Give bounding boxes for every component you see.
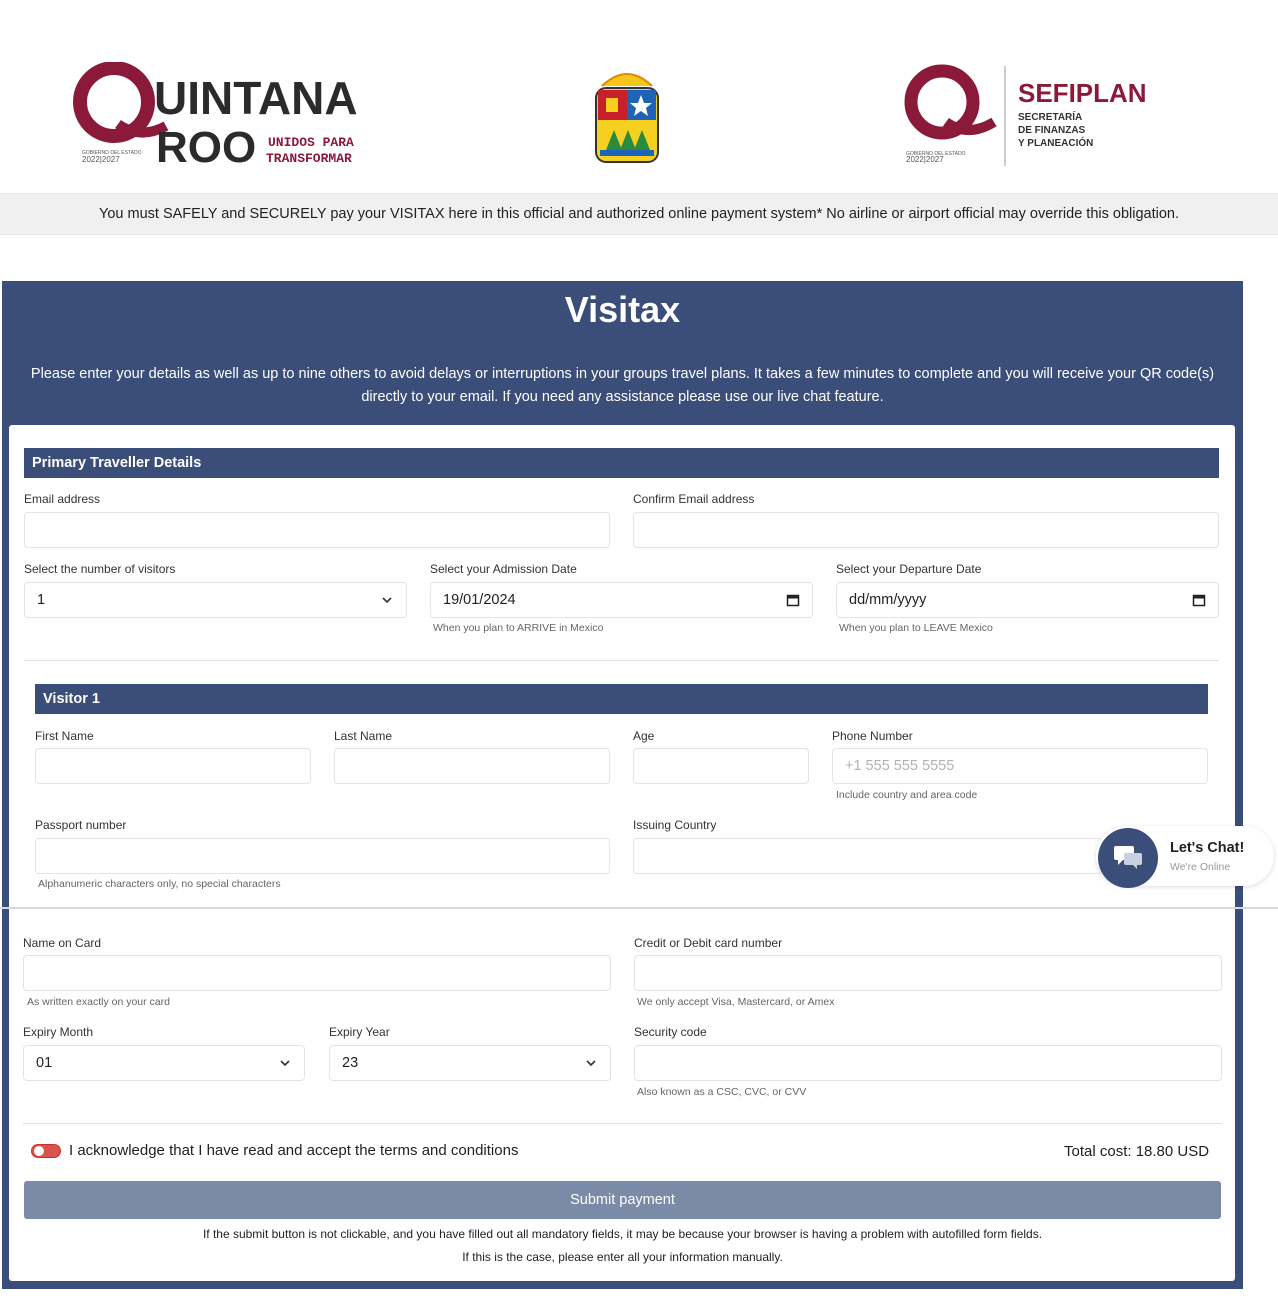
phone-help: Include country and area code — [836, 789, 978, 801]
expiry-month-select[interactable]: 01 — [23, 1045, 305, 1081]
terms-toggle[interactable] — [31, 1144, 61, 1158]
quintana-roo-logo — [70, 62, 390, 172]
svg-text:2022|2027: 2022|2027 — [82, 155, 120, 164]
first-name-label: First Name — [35, 729, 94, 743]
primary-traveller-header — [24, 448, 1219, 478]
calendar-icon[interactable] — [786, 593, 800, 607]
passport-help: Alphanumeric characters only, no special characters — [38, 878, 281, 890]
visitor-1-header — [35, 684, 1208, 714]
card-number-input[interactable] — [634, 955, 1222, 991]
card-number-help: We only accept Visa, Mastercard, or Amex — [637, 996, 835, 1008]
chevron-down-icon — [278, 1056, 292, 1070]
svg-text:UINTANA: UINTANA — [154, 72, 358, 124]
svg-text:Y PLANEACIÓN: Y PLANEACIÓN — [1018, 138, 1094, 149]
section-title: Visitor 1 — [43, 691, 100, 707]
name-on-card-input[interactable] — [23, 955, 611, 991]
live-chat-widget[interactable] — [1096, 826, 1274, 886]
svg-text:DE FINANZAS: DE FINANZAS — [1018, 125, 1086, 136]
autofill-note: If the submit button is not clickable, and you have filled out all mandatory fields, it may be because your browser is having a problem with autofilled form fields. — [202, 1227, 1043, 1241]
svg-text:TRANSFORMAR: TRANSFORMAR — [266, 151, 352, 166]
admission-date-input[interactable]: 19/01/2024 — [430, 582, 813, 618]
svg-text:GOBIERNO DEL ESTADO: GOBIERNO DEL ESTADO — [82, 150, 142, 156]
expiry-month-label: Expiry Month — [23, 1025, 94, 1039]
notice-text: You must SAFELY and SECURELY pay your VISITAX here in this official and authorized online payment system* No airline or airport official may override this obligation. — [99, 206, 1179, 222]
svg-text:UNIDOS PARA: UNIDOS PARA — [268, 135, 354, 150]
chat-subtitle: We're Online — [1170, 861, 1231, 873]
chevron-down-icon — [584, 1056, 598, 1070]
passport-input[interactable] — [35, 838, 610, 874]
name-on-card-label: Name on Card — [23, 936, 102, 950]
section-title: Primary Traveller Details — [32, 455, 202, 471]
calendar-icon[interactable] — [1192, 593, 1206, 607]
name-on-card-help: As written exactly on your card — [27, 996, 170, 1008]
svg-text:SEFIPLAN: SEFIPLAN — [1018, 78, 1147, 108]
svg-text:ROO: ROO — [156, 123, 257, 172]
security-code-input[interactable] — [634, 1045, 1222, 1081]
visitors-label: Select the number of visitors — [24, 562, 176, 576]
admission-date-help: When you plan to ARRIVE in Mexico — [433, 622, 604, 634]
chat-button[interactable] — [1098, 828, 1158, 888]
first-name-input[interactable] — [35, 748, 311, 784]
submit-payment-button[interactable]: Submit payment — [24, 1181, 1221, 1219]
chat-bubble-icon — [1112, 844, 1144, 872]
departure-date-input[interactable]: dd/mm/yyyy — [836, 582, 1219, 618]
state-seal-logo — [590, 64, 664, 166]
expiry-year-label: Expiry Year — [329, 1025, 390, 1039]
total-cost: Total cost: 18.80 USD — [1064, 1143, 1210, 1160]
security-code-help: Also known as a CSC, CVC, or CVV — [637, 1086, 807, 1098]
svg-text:GOBIERNO DEL ESTADO: GOBIERNO DEL ESTADO — [906, 151, 966, 157]
sefiplan-logo — [898, 62, 1178, 172]
header — [0, 0, 1278, 193]
security-code-label: Security code — [634, 1025, 707, 1039]
issuing-country-input[interactable] — [633, 838, 1103, 874]
age-input[interactable] — [633, 748, 809, 784]
confirm-email-label: Confirm Email address — [633, 492, 755, 506]
departure-date-label: Select your Departure Date — [836, 562, 982, 576]
last-name-input[interactable] — [334, 748, 610, 784]
svg-text:SECRETARÍA: SECRETARÍA — [1018, 112, 1083, 123]
page-title: Visitax — [564, 289, 681, 330]
expiry-year-select[interactable]: 23 — [329, 1045, 611, 1081]
manual-entry-note: If this is the case, please enter all your information manually. — [462, 1250, 783, 1264]
issuing-country-label: Issuing Country — [633, 818, 717, 832]
chat-title: Let's Chat! — [1170, 840, 1245, 856]
age-label: Age — [633, 729, 655, 743]
notice-bar — [0, 193, 1278, 235]
phone-label: Phone Number — [832, 729, 913, 743]
chevron-down-icon — [380, 593, 394, 607]
phone-input[interactable]: +1 555 555 5555 — [832, 748, 1208, 784]
admission-date-label: Select your Admission Date — [430, 562, 577, 576]
passport-label: Passport number — [35, 818, 127, 832]
divider — [23, 1123, 1222, 1124]
card-number-label: Credit or Debit card number — [634, 936, 783, 950]
visitors-select[interactable]: 1 — [24, 582, 407, 618]
intro-text: Please enter your details as well as up to nine others to avoid delays or interruptions in your groups travel plans. It takes a few minutes to complete and you will receive your QR code(s) directly to your email. If you need any assistance please use our live chat feature. — [30, 366, 1215, 405]
email-input[interactable] — [24, 512, 610, 548]
last-name-label: Last Name — [334, 729, 393, 743]
departure-date-help: When you plan to LEAVE Mexico — [839, 622, 993, 634]
confirm-email-input[interactable] — [633, 512, 1219, 548]
divider — [0, 907, 1278, 909]
terms-label: I acknowledge that I have read and accept the terms and conditions — [69, 1142, 519, 1159]
svg-text:2022|2027: 2022|2027 — [906, 155, 944, 164]
email-label: Email address — [24, 492, 101, 506]
divider — [24, 660, 1219, 661]
